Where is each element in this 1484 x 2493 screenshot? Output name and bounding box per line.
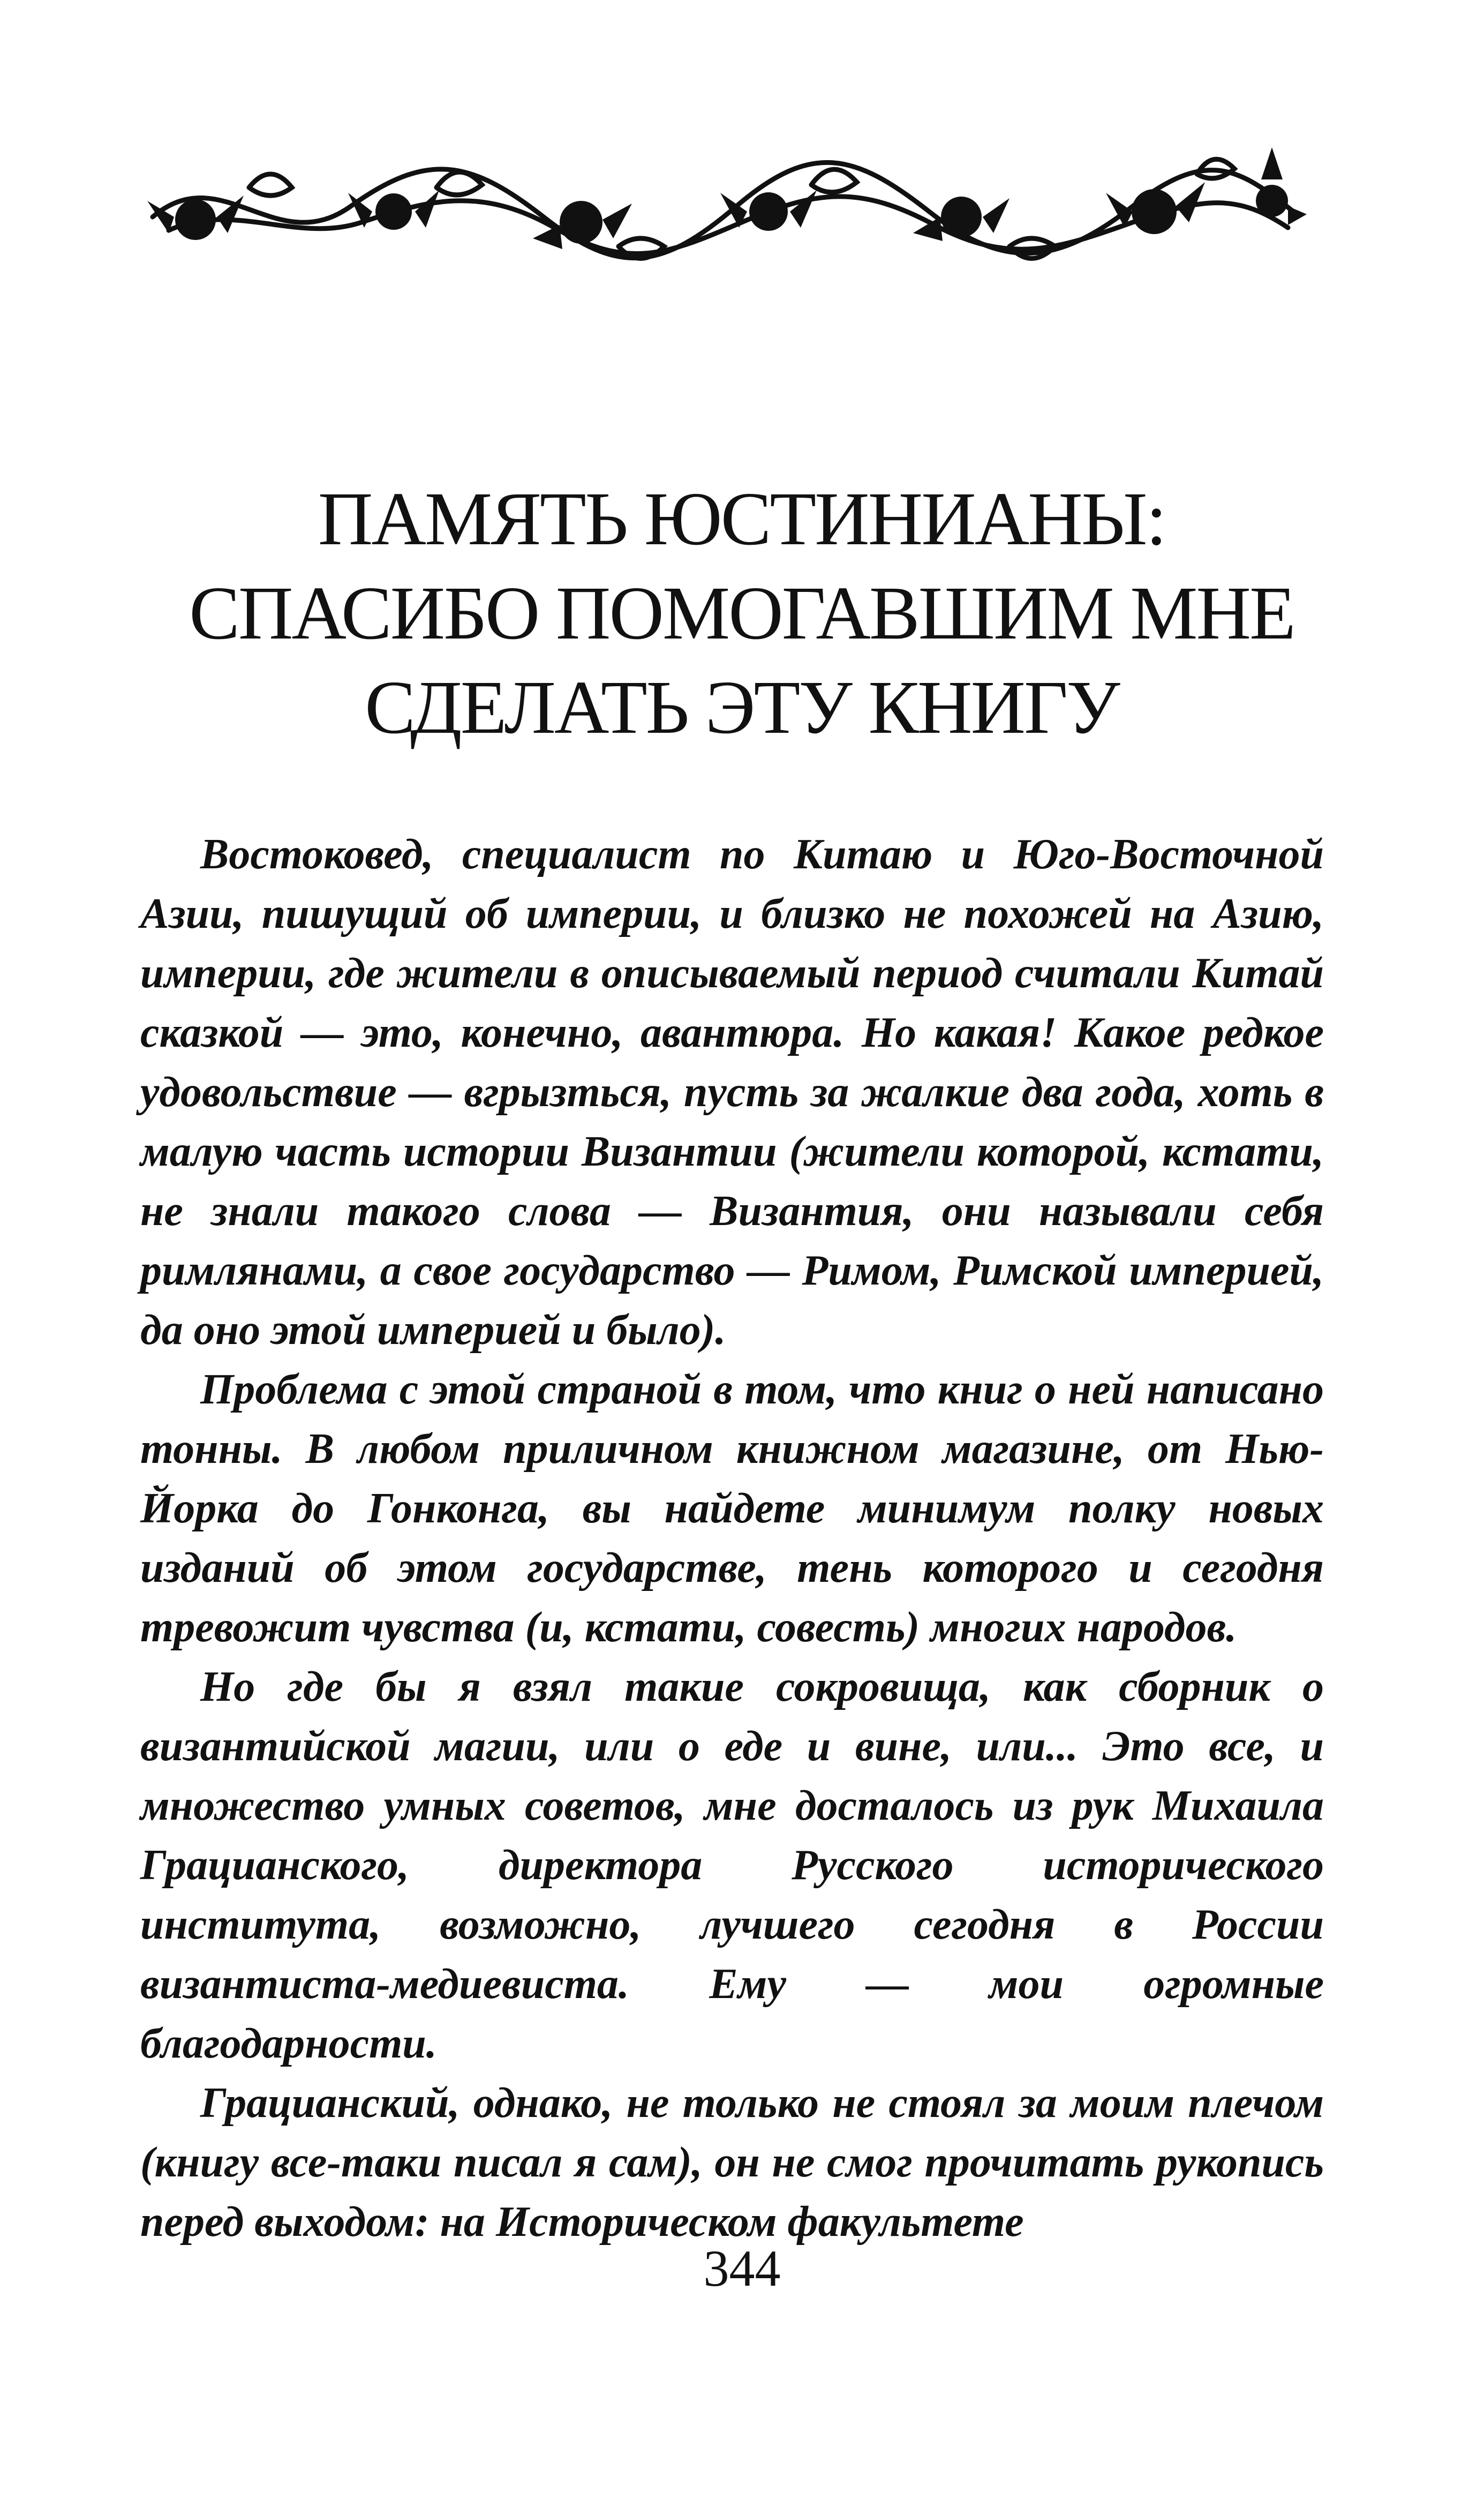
page-number: 344 [703,2240,781,2297]
paragraph: Грацианский, однако, не только не стоял за моим плечом (книгу все-таки писал я сам), он не смог прочитать рукопись перед выходом: на Историческом факультете [140,2079,1324,2246]
paragraph: Востоковед, специалист по Китаю и Юго-Восточной Азии, пишущий об империи, и близко не похожей на Азию, империи, где жители в описываемый период считали Китай сказкой — это, конечно, авантюра. Но какая! Какое редкое удовольствие — вгрызться, пусть за жалкие два года, хоть в малую часть истории Византии (жители которой, кстати, не знали такого слова — Византия, они называли себя римлянами, а свое государство — Римом, Римской империей, да оно этой империей и было). [140,831,1324,1354]
chapter-title [129,471,1355,754]
paragraph: Но где бы я взял такие сокровища, как сборник о византийской магии, или о еде и вине, или... Это все, и множество умных советов, мне досталось из рук Михаила Грацианского, директора Русского исторического института, возможно, лучшего сегодня в России византиста-медиевиста. Ему — мои огромные благодарности. [140,1663,1324,2067]
floral-vine-ornament-icon [137,137,1309,276]
paragraph: Проблема с этой страной в том, что книг о ней написано тонны. В любом приличном книжном магазине, от Нью-Йорка до Гонконга, вы найдете минимум полку новых изданий об этом государстве, тень которого и сегодня тревожит чувства (и, кстати, совесть) многих народов. [140,1366,1324,1651]
body-text [140,825,1324,2252]
chapter-title-line: СДЕЛАТЬ ЭТУ КНИГУ [365,665,1119,749]
chapter-title-line: СПАСИБО ПОМОГАВШИМ МНЕ [189,570,1294,655]
chapter-title-line: ПАМЯТЬ ЮСТИНИАНЫ: [318,476,1166,561]
